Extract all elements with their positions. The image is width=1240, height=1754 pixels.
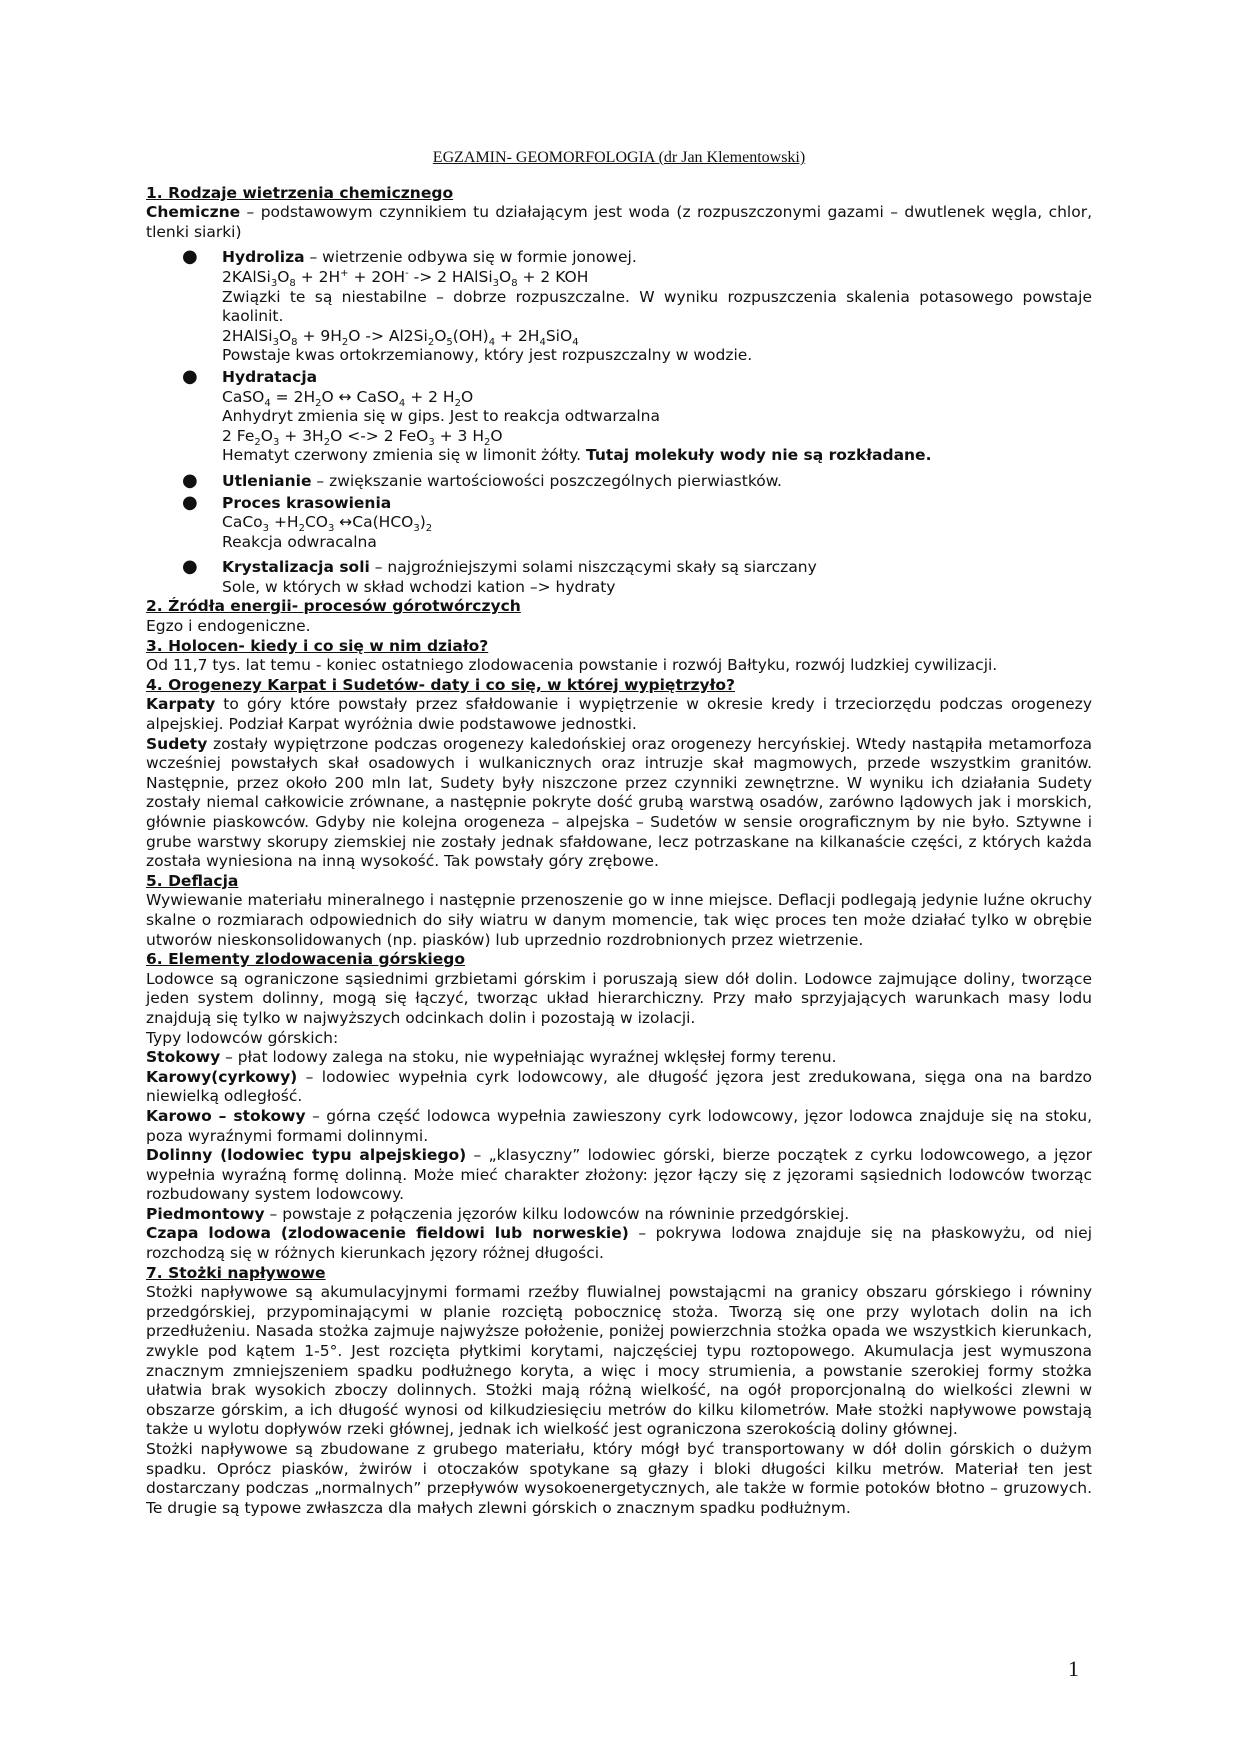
- document-title: EGZAMIN- GEOMORFOLOGIA (dr Jan Klementowski): [432, 149, 806, 166]
- bullet-icon: ●: [182, 556, 198, 578]
- utlenianie-text: – zwiększanie wartościowości poszczególnych pierwiastków.: [311, 471, 782, 490]
- type-text: – górna część lodowca wypełnia zawieszony cyrk lodowcowy, jęzor lodowca znajduje się na stoku, poza wyraźnymi formami dolinnymi.: [146, 1106, 1092, 1145]
- bullet-hydratacja: [146, 365, 1092, 466]
- kras-title: Proces krasowienia: [222, 493, 392, 512]
- type-term: Piedmontowy: [146, 1204, 265, 1223]
- section-6-heading: 6. Elementy zlodowacenia górskiego: [146, 950, 465, 969]
- intro-term: Chemiczne: [146, 203, 241, 222]
- formula-hydratacja-2: 2 $Fe_2O_3 + 3H_2O$ <-> 2 FeO$_3$ + 3 $H_2O$: [222, 426, 503, 448]
- section-6-intro: Lodowce są ograniczone sąsiednimi grzbietami górskim i poruszają siew dół dolin. Lodowce zajmujące doliny, tworzące jeden system dolinny, mogą się łączyć, tworząc układ hierarchiczny. Przy mało sprzyjających warunkach masy lodu znajdują się tylko w najwyższych odcinkach dolin i pozostają w izolacji.: [146, 969, 1092, 1027]
- type-text: – płat lodowy zalega na stoku, nie wypełniając wyraźnej wklęsłej formy terenu.: [220, 1048, 837, 1067]
- hydroliza-note-1: Związki te są niestabilne – dobrze rozpuszczalne. W wyniku rozpuszczenia skalenia potasowego powstaje kaolinit.: [222, 287, 1092, 326]
- type-term: Karowy(cyrkowy): [146, 1067, 298, 1086]
- section-7-paragraph-1: Stożki napływowe są akumulacyjnymi formami rzeźby fluwialnej powstającmi na granicy obszaru górskiego i równiny przedgórskiej, przypominającymi w planie rozciętą pobocznicę stoża. Tworzą się one przy wylotach dolin na ich przedłużeniu. Nasada stożka zajmuje najwyższe położenie, poniżej powierzchnia stożka opada we wszystkich kierunkach, zwykle pod kątem 1-5°. Jest rozcięta płytkimi korytami, najczęściej typu roztopowego. Akumulacja jest wymuszona znacznym zmniejszeniem spadku podłużnego koryta, a więc i mocy strumienia, a powstanie szerokiej formy stożka ułatwia brak wysokich zboczy dolinnych. Stożki mają różną wielkość, na ogół proporcjonalną do wielkości zlewni w obszarze górskim, a ich długość wynosi od kilkudziesięciu metrów do kilku kilometrów. Małe stożki napływowe powstają także u wylotu dopływów rzeki głównej, jednak ich wielkość jest ograniczona szerokością doliny głównej.: [146, 1283, 1092, 1439]
- utlenianie-title: Utlenianie: [222, 471, 312, 490]
- type-text: – powstaje z połączenia jęzorów kilku lodowców na równinie przedgórskiej.: [264, 1204, 850, 1223]
- kryst-title: Krystalizacja soli: [222, 558, 370, 577]
- bullet-icon: ●: [182, 469, 198, 491]
- hydroliza-title: Hydroliza: [222, 248, 305, 267]
- section-3-text: Od 11,7 tys. lat temu - koniec ostatniego zlodowacenia powstanie i rozwój Bałtyku, rozwój ludzkiej cywilizacji.: [146, 656, 998, 675]
- hydroliza-note-2: Powstaje kwas ortokrzemianowy, który jest rozpuszczalny w wodzie.: [222, 346, 753, 365]
- bullet-icon: ●: [182, 491, 198, 513]
- intro-text: – podstawowym czynnikiem tu działającym jest woda (z rozpuszczonymi gazami – dwutlenek węgla, chlor, tlenki siarki): [146, 203, 1092, 241]
- hydroliza-text: – wietrzenie odbywa się w formie jonowej.: [304, 248, 637, 267]
- section-5-text: Wywiewanie materiału mineralnego i następnie przenoszenie go w inne miejsce. Deflacji podlegają jedynie luźne okruchy skalne o rozmiarach odpowiednich do siły wiatru w danym momencie, tak więc proces ten może działać tylko w obrębie utworów nieskonsolidowanych (np. piasków) lub uprzednio rozdrobnionych przez wietrzenie.: [146, 891, 1092, 949]
- document-page: [146, 140, 1092, 1518]
- kryst-note: Sole, w których w skład wchodzi kation –> hydraty: [222, 577, 616, 596]
- hydratacja-note-2a: Hematyt czerwony zmienia się w limonit żółty.: [222, 446, 587, 465]
- karpaty-paragraph: [146, 695, 1092, 734]
- glacier-type-karowy: [146, 1068, 1092, 1107]
- hydratacja-note-2: [222, 446, 1092, 466]
- section-2-heading: 2. Źródła energii- procesów górotwórczych: [146, 597, 521, 616]
- section-6-types-intro: Typy lodowców górskich:: [146, 1028, 339, 1047]
- section-1-intro: [146, 203, 1092, 242]
- hydratacja-note-1: Anhydryt zmienia się w gips. Jest to reakcja odtwarzalna: [222, 407, 660, 426]
- page-number: 1: [1068, 1656, 1079, 1681]
- section-7-heading: 7. Stożki napływowe: [146, 1263, 326, 1282]
- karpaty-text: to góry które powstały przez sfałdowanie i wypiętrzenie w okresie kredy i trzeciorzędu podczas orogenezy alpejskiej. Podział Karpat wyróżnia dwie podstawowe jednostki.: [146, 695, 1092, 734]
- type-term: Stokowy: [146, 1048, 221, 1067]
- glacier-type-karowo-stokowy: [146, 1107, 1092, 1146]
- type-term: Dolinny (lodowiec typu alpejskiego): [146, 1146, 467, 1165]
- section-7-paragraph-2: Stożki napływowe są zbudowane z grubego materiału, który mógł być transportowany w dół dolin górskich o dużym spadku. Oprócz piasków, żwirów i otoczaków spotykane są głazy i bloki długości kilku metrów. Materiał ten jest dostarczany podczas „normalnych” przepływów wysokoenergetycznych, ale także w formie potoków błotno – gruzowych. Te drugie są typowe zwłaszcza dla małych zlewni górskich o znacznym spadku podłużnym.: [146, 1440, 1092, 1517]
- section-5-heading: 5. Deflacja: [146, 871, 239, 890]
- type-term: Czapa lodowa (zlodowacenie fieldowi lub norweskie): [146, 1224, 629, 1243]
- section-3-heading: 3. Holocen- kiedy i co się w nim działo?: [146, 636, 489, 655]
- bullet-hydroliza: [146, 248, 1092, 366]
- karpaty-term: Karpaty: [146, 695, 216, 714]
- bullet-krasowienie: [146, 491, 1092, 553]
- hydratacja-note-2b: Tutaj molekuły wody nie są rozkładane.: [586, 446, 932, 465]
- glacier-type-piedmontowy: [146, 1205, 1092, 1225]
- glacier-type-czapa: [146, 1224, 1092, 1263]
- bullet-krystalizacja: [146, 558, 1092, 597]
- bullet-icon: ●: [182, 365, 198, 387]
- formula-kras: CaCo$_3$ $+H_2CO_3$ $\leftrightarrow Ca(HCO_3)_2$: [222, 513, 433, 535]
- sudety-term: Sudety: [146, 734, 208, 753]
- type-term: Karowo – stokowy: [146, 1106, 306, 1125]
- kryst-text: – najgroźniejszymi solami niszczącymi skały są siarczany: [369, 558, 817, 577]
- formula-hydroliza-1: $2KAlSi_3O_8 + 2H^+ + 2OH^- -> 2$ $HAlSi_3O_8 + 2$ KOH: [222, 267, 589, 290]
- type-text: – „klasyczny” lodowiec górski, bierze początek z cyrku lodowcowego, a jęzor wypełnia wyraźną formę dolinną. Może mieć charakter złożony: jęzor łączy się z jęzorami sąsiednich lodowców tworząc rozbudowany system lodowcowy.: [146, 1146, 1092, 1204]
- kras-note: Reakcja odwracalna: [222, 532, 377, 551]
- section-4-heading: 4. Orogenezy Karpat i Sudetów- daty i co się, w której wypiętrzyło?: [146, 675, 736, 694]
- bullet-icon: ●: [182, 246, 198, 268]
- section-2-text: Egzo i endogeniczne.: [146, 617, 311, 636]
- formula-hydroliza-2: $2HAlSi_3O_8 + 9H_2O -> Al2Si_2O_5(OH)_4 + 2H_4SiO_4$: [222, 326, 579, 348]
- sudety-text: zostały wypiętrzone podczas orogenezy kaledońskiej oraz orogenezy hercyńskiej. Wtedy nastąpiła metamorfoza wcześniej powstałych skał osadowych i wulkanicznych oraz intruzje skał magmowych, przede wszystkim granitów. Następnie, przez około 200 mln lat, Sudety były niszczone przez czynniki zewnętrzne. W wyniku ich działania Sudety zostały niemal całkowicie zrównane, a następnie pokryte dość grubą warstwą osadów, zarówno lądowych jak i morskich, głównie piaskowców. Gdyby nie kolejna orogeneza – alpejska – Sudetów w sensie orograficznym by nie było. Sztywne i grube warstwy skorupy ziemskiej nie zostały jednak sfałdowane, lecz potrzaskane na kilkanaście części, z których każda została wyniesiona na inną wysokość. Tak powstały góry zrębowe.: [146, 734, 1092, 871]
- type-text: – lodowiec wypełnia cyrk lodowcowy, ale długość jęzora jest zredukowana, sięga ona na bardzo niewielką odległość.: [146, 1067, 1092, 1106]
- bullet-utlenianie: [146, 469, 1092, 492]
- type-text: – pokrywa lodowa znajduje się na płaskowyżu, od niej rozchodzą się w różnych kierunkach jęzory różnej długości.: [146, 1224, 1092, 1263]
- sudety-paragraph: [146, 735, 1092, 872]
- section-1-heading: 1. Rodzaje wietrzenia chemicznego: [146, 183, 454, 202]
- hydratacja-title: Hydratacja: [222, 367, 318, 386]
- glacier-type-dolinny: [146, 1146, 1092, 1205]
- formula-hydratacja-1: CaSO$_4$ = $2H_2O$ ↔ CaSO$_4$ + 2 $H_2O$: [222, 387, 474, 409]
- glacier-type-stokowy: [146, 1048, 1092, 1068]
